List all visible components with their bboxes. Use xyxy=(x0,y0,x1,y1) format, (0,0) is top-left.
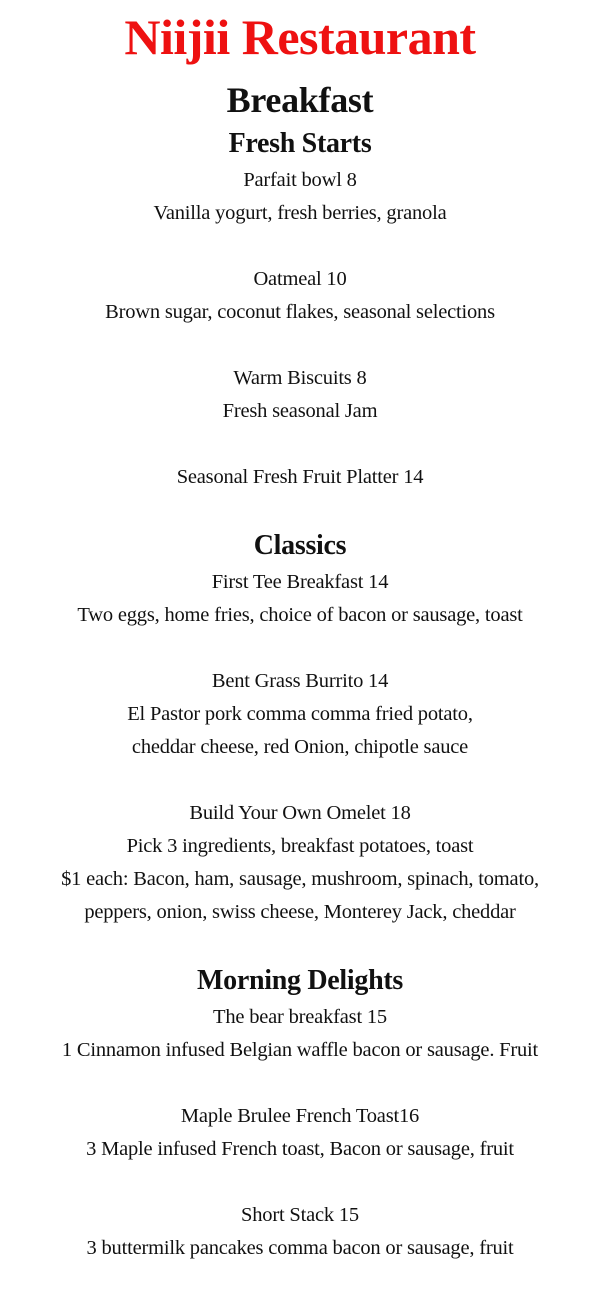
item-spacer xyxy=(0,329,600,362)
item-spacer xyxy=(0,764,600,797)
item-description: Two eggs, home fries, choice of bacon or sausage, toast xyxy=(77,604,523,626)
menu-section xyxy=(0,124,600,494)
item-description: 3 buttermilk pancakes comma bacon or sausage, fruit xyxy=(86,1237,514,1259)
item-spacer xyxy=(0,1067,600,1100)
item-name-price: First Tee Breakfast 14 xyxy=(211,571,389,593)
menu-item xyxy=(0,665,600,764)
menu-section xyxy=(0,961,600,1265)
item-name-price: Maple Brulee French Toast16 xyxy=(180,1105,420,1127)
menu-item xyxy=(0,164,600,230)
item-name-price: Short Stack 15 xyxy=(241,1204,359,1226)
menu-item xyxy=(0,1001,600,1067)
menu-item xyxy=(0,1100,600,1166)
item-description: Brown sugar, coconut flakes, seasonal selections xyxy=(105,301,495,323)
menu-item xyxy=(0,797,600,929)
section-title: Morning Delights xyxy=(197,965,403,996)
menu-body xyxy=(0,124,600,1265)
item-description: peppers, onion, swiss cheese, Monterey Jack, cheddar xyxy=(84,901,516,923)
menu-item xyxy=(0,566,600,632)
restaurant-title: Niijii Restaurant xyxy=(124,9,476,65)
menu-section xyxy=(0,526,600,929)
section-spacer xyxy=(0,929,600,961)
item-name-price: Oatmeal 10 xyxy=(253,268,347,290)
section-title: Classics xyxy=(253,530,347,561)
item-description: 1 Cinnamon infused Belgian waffle bacon or sausage. Fruit xyxy=(61,1039,539,1061)
menu-item xyxy=(0,263,600,329)
menu-item xyxy=(0,1199,600,1265)
item-description: 3 Maple infused French toast, Bacon or sausage, fruit xyxy=(86,1138,514,1160)
item-description: cheddar cheese, red Onion, chipotle sauce xyxy=(131,736,469,758)
section-spacer xyxy=(0,494,600,526)
item-name-price: The bear breakfast 15 xyxy=(213,1006,387,1028)
section-title: Fresh Starts xyxy=(228,128,372,159)
item-name-price: Warm Biscuits 8 xyxy=(233,367,367,389)
item-spacer xyxy=(0,428,600,461)
menu-item xyxy=(0,362,600,428)
item-name-price: Seasonal Fresh Fruit Platter 14 xyxy=(176,466,424,488)
item-description: Fresh seasonal Jam xyxy=(222,400,378,422)
item-description: $1 each: Bacon, ham, sausage, mushroom, spinach, tomato, xyxy=(61,868,539,890)
meal-title: Breakfast xyxy=(226,80,374,120)
item-spacer xyxy=(0,1166,600,1199)
item-name-price: Bent Grass Burrito 14 xyxy=(211,670,389,692)
item-name-price: Parfait bowl 8 xyxy=(243,169,357,191)
item-spacer xyxy=(0,230,600,263)
item-spacer xyxy=(0,632,600,665)
item-description: Vanilla yogurt, fresh berries, granola xyxy=(153,202,447,224)
item-description: El Pastor pork comma comma fried potato, xyxy=(127,703,473,725)
item-name-price: Build Your Own Omelet 18 xyxy=(189,802,411,824)
item-description: Pick 3 ingredients, breakfast potatoes, toast xyxy=(126,835,474,857)
menu-item xyxy=(0,461,600,494)
